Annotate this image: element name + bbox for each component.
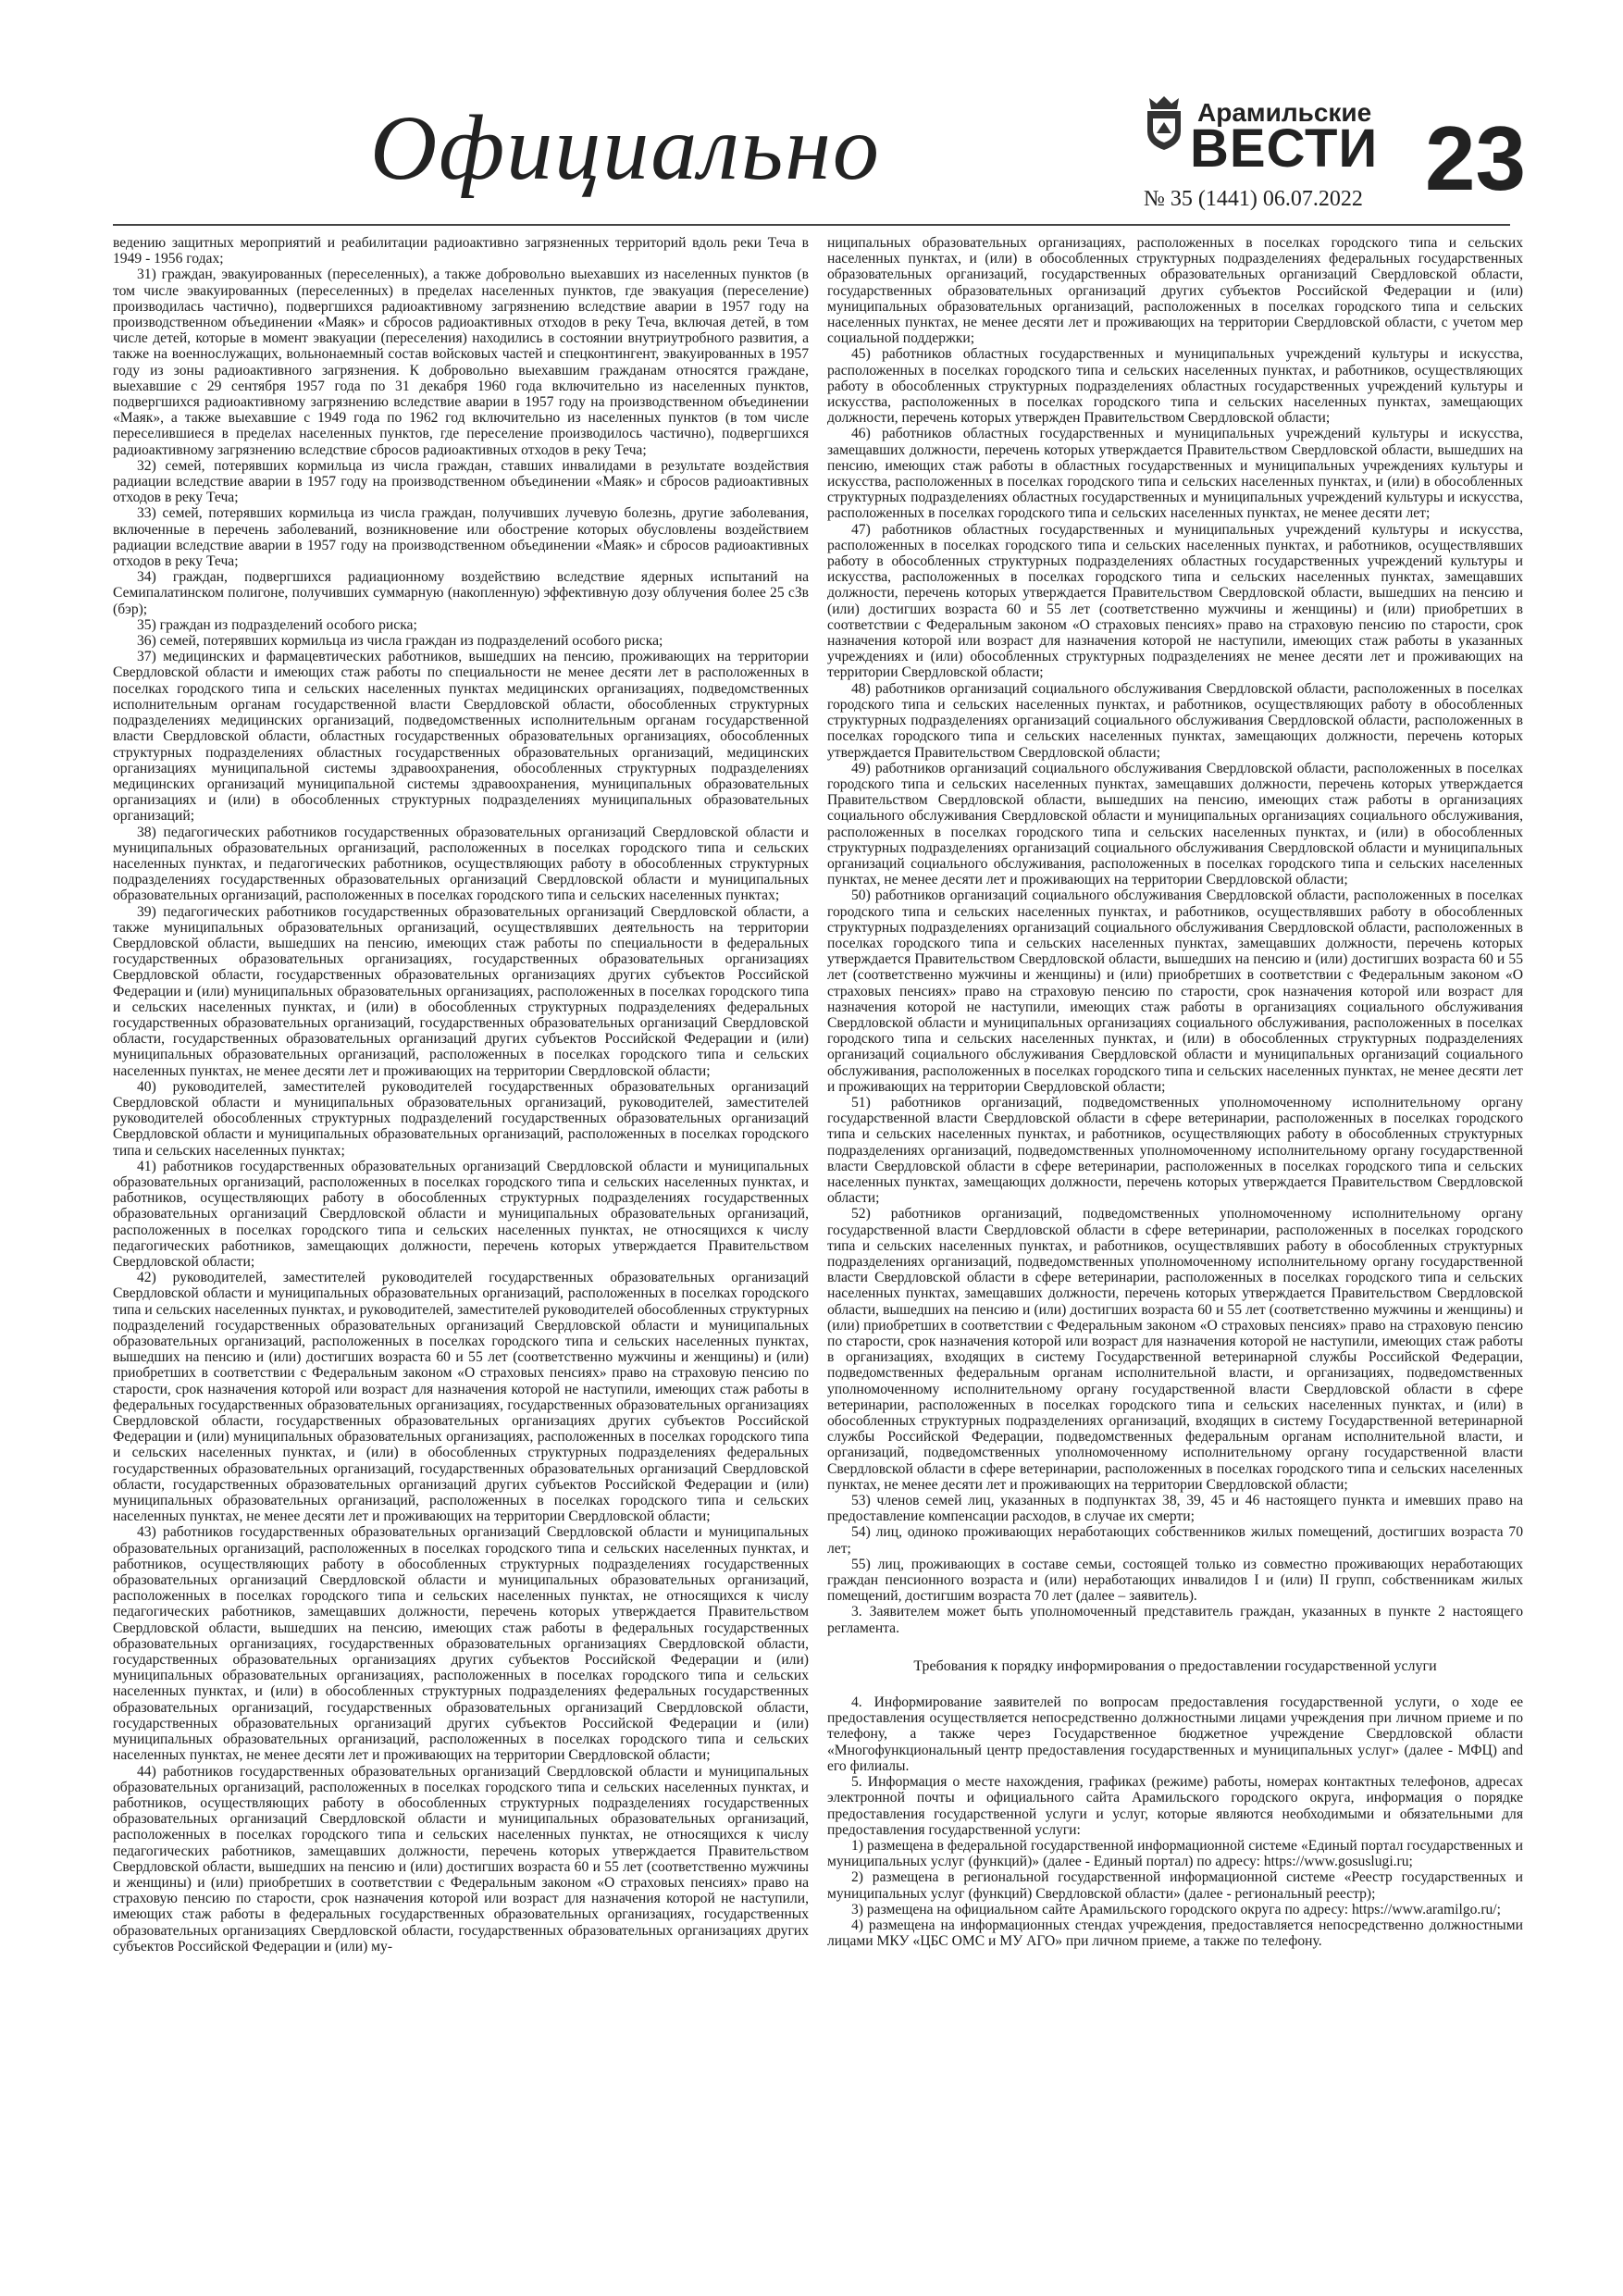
paragraph: 34) граждан, подвергшихся радиационному воздействию вследствие ядерных испытаний на Семипалатинском полигоне, получивших суммарную (накопленную) эффективную дозу облучения более 25 сЗв (бэр); (113, 569, 809, 617)
paragraph: 38) педагогических работников государственных образовательных организаций Свердловской области и муниципальных образовательных организаций, расположенных в поселках городского типа и сельских населенных пунктах, и педагогических работников, осуществляющих работу в обособленных структурных подразделениях государственных образовательных организаций Свердловской области и муниципальных образовательных организаций, расположенных в поселках городского типа и сельских населенных пунктах; (113, 824, 809, 904)
issue-info: № 35 (1441) 06.07.2022 (1144, 187, 1363, 211)
paragraph: 3) размещена на официальном сайте Арамильского городского округа по адресу: https://www.aramilgo.ru/; (851, 1901, 1501, 1917)
paragraph: 4. Информирование заявителей по вопросам предоставления государственной услуги, о ходе ее предоставления осуществляется непосредственно должностными лицами учреждения при личном приеме и по телефону, а также через Государственное бюджетное учреждение Свердловской области «Многофункциональный центр предоставления государственных и муниципальных услуг» (далее - МФЦ) and его филиалы. (827, 1694, 1523, 1774)
coat-of-arms-icon (1144, 93, 1184, 152)
paragraph: 43) работников государственных образовательных организаций Свердловской области и муниципальных образовательных организаций, расположенных в поселках городского типа и сельских населенных пунктах, и работников, осуществляющих работу в обособленных структурных подразделениях государственных образовательных организаций Свердловской области и муниципальных образовательных организаций, расположенных в поселках городского типа и сельских населенных пунктах, не относящихся к числу педагогических работников, замещавших должности, перечень которых утверждается Правительством Свердловской области, вышедших на пенсию, имеющих стаж работы в федеральных государственных образовательных организациях, государственных образовательных организациях Свердловской области, государственных образовательных организациях других субъектов Российской Федерации и (или) муниципальных образовательных организациях, расположенных в поселках городского типа и сельских населенных пунктах, и (или) в обособленных структурных подразделениях федеральных государственных образовательных организаций, государственных образовательных организаций Свердловской области, государственных образовательных организаций других субъектов Российской Федерации и (или) муниципальных образовательных организаций, расположенных в поселках городского типа и сельских населенных пунктах, не менее десяти лет и проживающих на территории Свердловской области; (113, 1524, 809, 1764)
paragraph: 54) лиц, одиноко проживающих неработающих собственников жилых помещений, достигших возраста 70 лет; (827, 1524, 1523, 1557)
paragraph: 33) семей, потерявших кормильца из числа граждан, получивших лучевую болезнь, другие заболевания, включенные в перечень заболеваний, возникновение или обострение которых обусловлены воздействием радиации вследствие аварии в 1957 году на производственном объединении «Маяк» и сбросов радиоактивных отходов в реку Теча; (113, 505, 809, 570)
paragraph: 3. Заявителем может быть уполномоченный представитель граждан, указанных в пункте 2 настоящего регламента. (827, 1604, 1523, 1636)
left-column (113, 235, 809, 1955)
paragraph: 50) работников организаций социального обслуживания Свердловской области, расположенных в поселках городского типа и сельских населенных пунктах, и работников, осуществлявших работу в обособленных структурных подразделениях организаций социального обслуживания Свердловской области, расположенных в поселках городского типа и сельских населенных пунктах, замещавших должности, перечень которых утверждается Правительством Свердловской области, вышедших на пенсию и (или) достигших возраста 60 и 55 лет (соответственно мужчины и женщины) и (или) приобретших в соответствии с Федеральным законом «О страховых пенсиях» право на страховую пенсию по старости, срок назначения которой или возраст для назначения которой не наступили, имеющих стаж работы в организациях социального обслуживания Свердловской области и муниципальных организациях социального обслуживания, расположенных в поселках городского типа и сельских населенных пунктах, и (или) в обособленных структурных подразделениях организаций социального обслуживания Свердловской области и муниципальных организаций социального обслуживания, расположенных в поселках городского типа и сельских населенных пунктах, не менее десяти лет и проживающих на территории Свердловской области; (827, 887, 1523, 1095)
paragraph: 40) руководителей, заместителей руководителей государственных образовательных организаций Свердловской области и муниципальных образовательных организаций, руководителей, заместителей руководителей обособленных структурных подразделений государственных образовательных организаций Свердловской области и муниципальных образовательных организаций, расположенных в поселках городского типа и сельских населенных пунктах; (113, 1078, 809, 1159)
paragraph: 55) лиц, проживающих в составе семьи, состоящей только из совместно проживающих неработающих граждан пенсионного возраста и (или) неработающих инвалидов I и (или) II групп, собственникам жилых помещений, достигшим возраста 70 лет (далее – заявитель). (827, 1556, 1523, 1605)
paragraph: 44) работников государственных образовательных организаций Свердловской области и муниципальных образовательных организаций, расположенных в поселках городского типа и сельских населенных пунктах, и работников, осуществляющих работу в обособленных структурных подразделениях государственных образовательных организаций Свердловской области и муниципальных образовательных организаций, расположенных в поселках городского типа и сельских населенных пунктах, не относящихся к числу педагогических работников, замещавших должности, перечень которых утверждается Правительством Свердловской области, вышедших на пенсию и (или) достигших возраста 60 и 55 лет (соответственно мужчины и женщины) и (или) приобретших в соответствии с Федеральным законом «О страховых пенсиях» право на страховую пенсию по старости, срок назначения которой или возраст для назначения которой не наступили, имеющих стаж работы в федеральных государственных образовательных организациях, государственных образовательных организациях Свердловской области, государственных образовательных организациях других субъектов Российской Федерации и (или) му- (113, 1763, 809, 1955)
paragraph: ниципальных образовательных организациях, расположенных в поселках городского типа и сельских населенных пунктах, и (или) в обособленных структурных подразделениях федеральных государственных образовательных организаций, государственных образовательных организаций Свердловской области, государственных образовательных организаций других субъектов Российской Федерации и (или) муниципальных образовательных организаций, расположенных в поселках городского типа и сельских населенных пунктах, не менее десяти лет и проживающих на территории Свердловской области, с учетом мер социальной поддержки; (827, 235, 1523, 347)
paragraph: 1) размещена в федеральной государственной информационной системе «Единый портал государственных и муниципальных услуг (функций)» (далее - Единый портал) по адресу: https://www.gosuslugi.ru; (827, 1837, 1523, 1870)
paragraph: 47) работников областных государственных и муниципальных учреждений культуры и искусства, расположенных в поселках городского типа и сельских населенных пунктах, и работников, осуществлявших работу в обособленных структурных подразделениях областных государственных учреждений культуры и искусства, расположенных в поселках городского типа и сельских населенных пунктах, замещавших должности, перечень которых утверждается Правительством Свердловской области, вышедших на пенсию и (или) достигших возраста 60 и 55 лет (соответственно мужчины и женщины) и (или) приобретших в соответствии с Федеральным законом «О страховых пенсиях» право на страховую пенсию по старости, срок назначения которой или возраст для назначения которой не наступили, имеющих стаж работы в указанных учреждениях и (или) обособленных структурных подразделениях не менее десяти лет и проживающих на территории Свердловской области; (827, 521, 1523, 681)
paragraph: 5. Информация о месте нахождения, графиках (режиме) работы, номерах контактных телефонов, адресах электронной почты и официального сайта Арамильского городского округа, информация о порядке предоставления государственной услуги и услуг, которые являются необходимыми и обязательными для предоставления государственной услуги: (827, 1774, 1523, 1838)
header-rule (113, 224, 1510, 226)
section-heading: Требования к порядку информирования о предоставлении государственной услуги (913, 1657, 1437, 1674)
section-title: Официально (370, 96, 881, 199)
paragraph: 31) граждан, эвакуированных (переселенных), а также добровольно выехавших из населенных пунктов (в том числе эвакуированных (переселенных) в пределах населенных пунктов, где эвакуация (переселение) производилась частично), подвергшихся радиоактивному загрязнению вследствие аварии в 1957 году на производственном объединении «Маяк» и сбросов радиоактивных отходов в реку Теча, включая детей, в том числе детей, которые в момент эвакуации (переселения) находились в состоянии внутриутробного развития, а также на военнослужащих, вольнонаемный состав войсковых частей и спецконтингент, эвакуированных в 1957 году из зоны радиоактивного загрязнения. К добровольно выехавшим гражданам относятся граждане, выехавшие с 29 сентября 1957 года по 31 декабря 1960 года включительно из населенных пунктов, подвергшихся радиоактивному загрязнению вследствие аварии в 1957 году на производственном объединении «Маяк», а также выехавшие с 1949 года по 1962 год включительно из населенных пунктов (в том числе переселившиеся в пределах населенных пунктов, где переселение производилось частично), подвергшихся радиоактивному загрязнению вследствие сбросов радиоактивных отходов в реку Теча; (113, 267, 809, 458)
paragraph: 49) работников организаций социального обслуживания Свердловской области, расположенных в поселках городского типа и сельских населенных пунктах, замещавших должности, перечень которых утверждается Правительством Свердловской области, вышедших на пенсию, имеющих стаж работы в организациях социального обслуживания Свердловской области и муниципальных организациях социального обслуживания, расположенных в поселках городского типа и сельских населенных пунктах, и (или) в обособленных структурных подразделениях организаций социального обслуживания Свердловской области и муниципальных организаций социального обслуживания, расположенных в поселках городского типа и сельских населенных пунктах, не менее десяти лет и проживающих на территории Свердловской области; (827, 760, 1523, 888)
paragraph: 39) педагогических работников государственных образовательных организаций Свердловской области, а также муниципальных образовательных организаций, осуществлявших деятельность на территории Свердловской области, вышедших на пенсию, имеющих стаж работы по специальности в федеральных государственных образовательных организациях, государственных образовательных организациях Свердловской области, государственных образовательных организациях других субъектов Российской Федерации и (или) муниципальных образовательных организациях, расположенных в поселках городского типа и сельских населенных пунктах, и (или) в обособленных структурных подразделениях федеральных государственных образовательных организаций, государственных образовательных организаций Свердловской области, государственных образовательных организаций других субъектов Российской Федерации и (или) муниципальных образовательных организаций, расположенных в поселках городского типа и сельских населенных пунктах, не менее десяти лет и проживающих на территории Свердловской области; (113, 903, 809, 1079)
paragraph: 42) руководителей, заместителей руководителей государственных образовательных организаций Свердловской области и муниципальных образовательных организаций, расположенных в поселках городского типа и сельских населенных пунктах, и руководителей, заместителей руководителей обособленных структурных подразделений государственных образовательных организаций Свердловской области и муниципальных образовательных организаций, расположенных в поселках городского типа и сельских населенных пунктах, вышедших на пенсию и (или) достигших возраста 60 и 55 лет (соответственно мужчины и женщины) и (или) приобретших в соответствии с Федеральным законом «О страховых пенсиях» право на страховую пенсию по старости, срок назначения которой или возраст для назначения которой не наступили, имеющих стаж работы в федеральных государственных образовательных организациях, государственных образовательных организациях Свердловской области, государственных образовательных организациях других субъектов Российской Федерации и (или) муниципальных образовательных организациях, расположенных в поселках городского типа и сельских населенных пунктах, и (или) в обособленных структурных подразделениях федеральных государственных образовательных организаций, государственных образовательных организаций Свердловской области, государственных образовательных организаций других субъектов Российской Федерации и (или) муниципальных образовательных организаций, расположенных в поселках городского типа и сельских населенных пунктах, не менее десяти лет и проживающих на территории Свердловской области; (113, 1270, 809, 1525)
brand-small: Арамильские (1197, 98, 1372, 127)
paragraph: 46) работников областных государственных и муниципальных учреждений культуры и искусства, замещавших должности, перечень которых утверждается Правительством Свердловской области, вышедших на пенсию, имеющих стаж работы в областных государственных и муниципальных учреждениях культуры и искусства, расположенных в поселках городского типа и сельских населенных пунктах, и (или) в обособленных структурных подразделениях областных государственных и муниципальных учреждений культуры и искусства, расположенных в поселках городского типа и сельских населенных пунктах, не менее десяти лет; (827, 426, 1523, 522)
paragraph: 41) работников государственных образовательных организаций Свердловской области и муниципальных образовательных организаций, расположенных в поселках городского типа и сельских населенных пунктах, и работников, осуществляющих работу в обособленных структурных подразделениях государственных образовательных организаций Свердловской области и муниципальных образовательных организаций, расположенных в поселках городского типа и сельских населенных пунктах, не относящихся к числу педагогических работников, замещающих должности, перечень которых утверждается Правительством Свердловской области; (113, 1158, 809, 1270)
newspaper-logo (1144, 85, 1379, 187)
paragraph: 52) работников организаций, подведомственных уполномоченному исполнительному органу государственной власти Свердловской области в сфере ветеринарии, расположенных в поселках городского типа и сельских населенных пунктах, и работников, осуществлявших работу в обособленных структурных подразделениях организаций, подведомственных уполномоченному исполнительному органу государственной власти Свердловской области в сфере ветеринарии, расположенных в поселках городского типа и сельских населенных пунктах, замещавших должности, перечень которых утверждается Правительством Свердловской области, вышедших на пенсию и (или) достигших возраста 60 и 55 лет (соответственно мужчины и женщины) и (или) приобретших в соответствии с Федеральным законом «О страховых пенсиях» право на страховую пенсию по старости, срок назначения которой или возраст для назначения которой не наступили, имеющих стаж работы в организациях, входящих в систему Государственной ветеринарной службы Российской Федерации, подведомственных федеральным органам исполнительной власти, и организациях, подведомственных уполномоченному исполнительному органу государственной власти Свердловской области в сфере ветеринарии, расположенных в поселках городского типа и сельских населенных пунктах, и (или) в обособленных структурных подразделениях организаций, входящих в систему Государственной ветеринарной службы Российской Федерации, подведомственных федеральным органам исполнительной власти, и организаций, подведомственных уполномоченному исполнительному органу государственной власти Свердловской области в сфере ветеринарии, расположенных в поселках городского типа и сельских населенных пунктах, не менее десяти лет и проживающих на территории Свердловской области; (827, 1206, 1523, 1493)
paragraph: 51) работников организаций, подведомственных уполномоченному исполнительному органу государственной власти Свердловской области в сфере ветеринарии, расположенных в поселках городского типа и сельских населенных пунктах, и работников, осуществляющих работу в обособленных структурных подразделениях организаций, подведомственных уполномоченному исполнительному органу государственной власти Свердловской области в сфере ветеринарии, расположенных в поселках городского типа и сельских населенных пунктах, замещающих должности, перечень которых утверждается Правительством Свердловской области; (827, 1094, 1523, 1207)
paragraph: 2) размещена в региональной государственной информационной системе «Реестр государственных и муниципальных услуг (функций) Свердловской области» (далее - региональный реестр); (827, 1869, 1523, 1902)
paragraph: 37) медицинских и фармацевтических работников, вышедших на пенсию, проживающих на территории Свердловской области и имеющих стаж работы по специальности не менее десяти лет в расположенных в поселках городского типа и сельских населенных пунктах медицинских организациях, подведомственных исполнительным органам государственной власти Свердловской области, обособленных структурных подразделениях медицинских организаций, подведомственных исполнительным органам государственной власти Свердловской области, областных государственных образовательных организациях, обособленных структурных подразделениях областных государственных образовательных организаций, медицинских организациях муниципальной системы здравоохранения, обособленных структурных подразделениях медицинских организаций муниципальной системы здравоохранения, муниципальных образовательных организациях и (или) в обособленных структурных подразделениях муниципальных образовательных организаций; (113, 649, 809, 825)
paragraph: 36) семей, потерявших кормильца из числа граждан из подразделений особого риска; (137, 633, 663, 650)
paragraph: ведению защитных мероприятий и реабилитации радиоактивно загрязненных территорий вдоль реки Теча в 1949 - 1956 годах; (113, 235, 809, 267)
paragraph: 4) размещена на информационных стендах учреждения, предоставляется непосредственно должностными лицами МКУ «ЦБС ОМС и МУ АГО» при личном приеме, а также по телефону. (827, 1917, 1523, 1950)
brand-big: ВЕСТИ (1190, 118, 1379, 179)
page-header (0, 0, 1623, 231)
paragraph: 32) семей, потерявших кормильца из числа граждан, ставших инвалидами в результате воздействия радиации вследствие аварии в 1957 году на производственном объединении «Маяк» и сбросов радиоактивных отходов в реку Теча; (113, 457, 809, 506)
paragraph: 53) членов семей лиц, указанных в подпунктах 38, 39, 45 и 46 настоящего пункта и имевших право на предоставление компенсации расходов, в случае их смерти; (827, 1493, 1523, 1525)
paragraph: 45) работников областных государственных и муниципальных учреждений культуры и искусства, расположенных в поселках городского типа и сельских населенных пунктах, и работников, осуществляющих работу в обособленных структурных подразделениях областных государственных учреждений культуры и искусства, расположенных в поселках городского типа и сельских населенных пунктах, замещающих должности, перечень которых утвержден Правительством Свердловской области; (827, 346, 1523, 427)
page-number: 23 (1425, 107, 1527, 209)
right-column (827, 235, 1523, 1949)
paragraph: 48) работников организаций социального обслуживания Свердловской области, расположенных в поселках городского типа и сельских населенных пунктах, и работников, осуществляющих работу в обособленных структурных подразделениях организаций социального обслуживания Свердловской области, расположенных в поселках городского типа и сельских населенных пунктах, замещающих должности, перечень которых утверждается Правительством Свердловской области; (827, 680, 1523, 761)
paragraph: 35) граждан из подразделений особого риска; (137, 616, 417, 633)
